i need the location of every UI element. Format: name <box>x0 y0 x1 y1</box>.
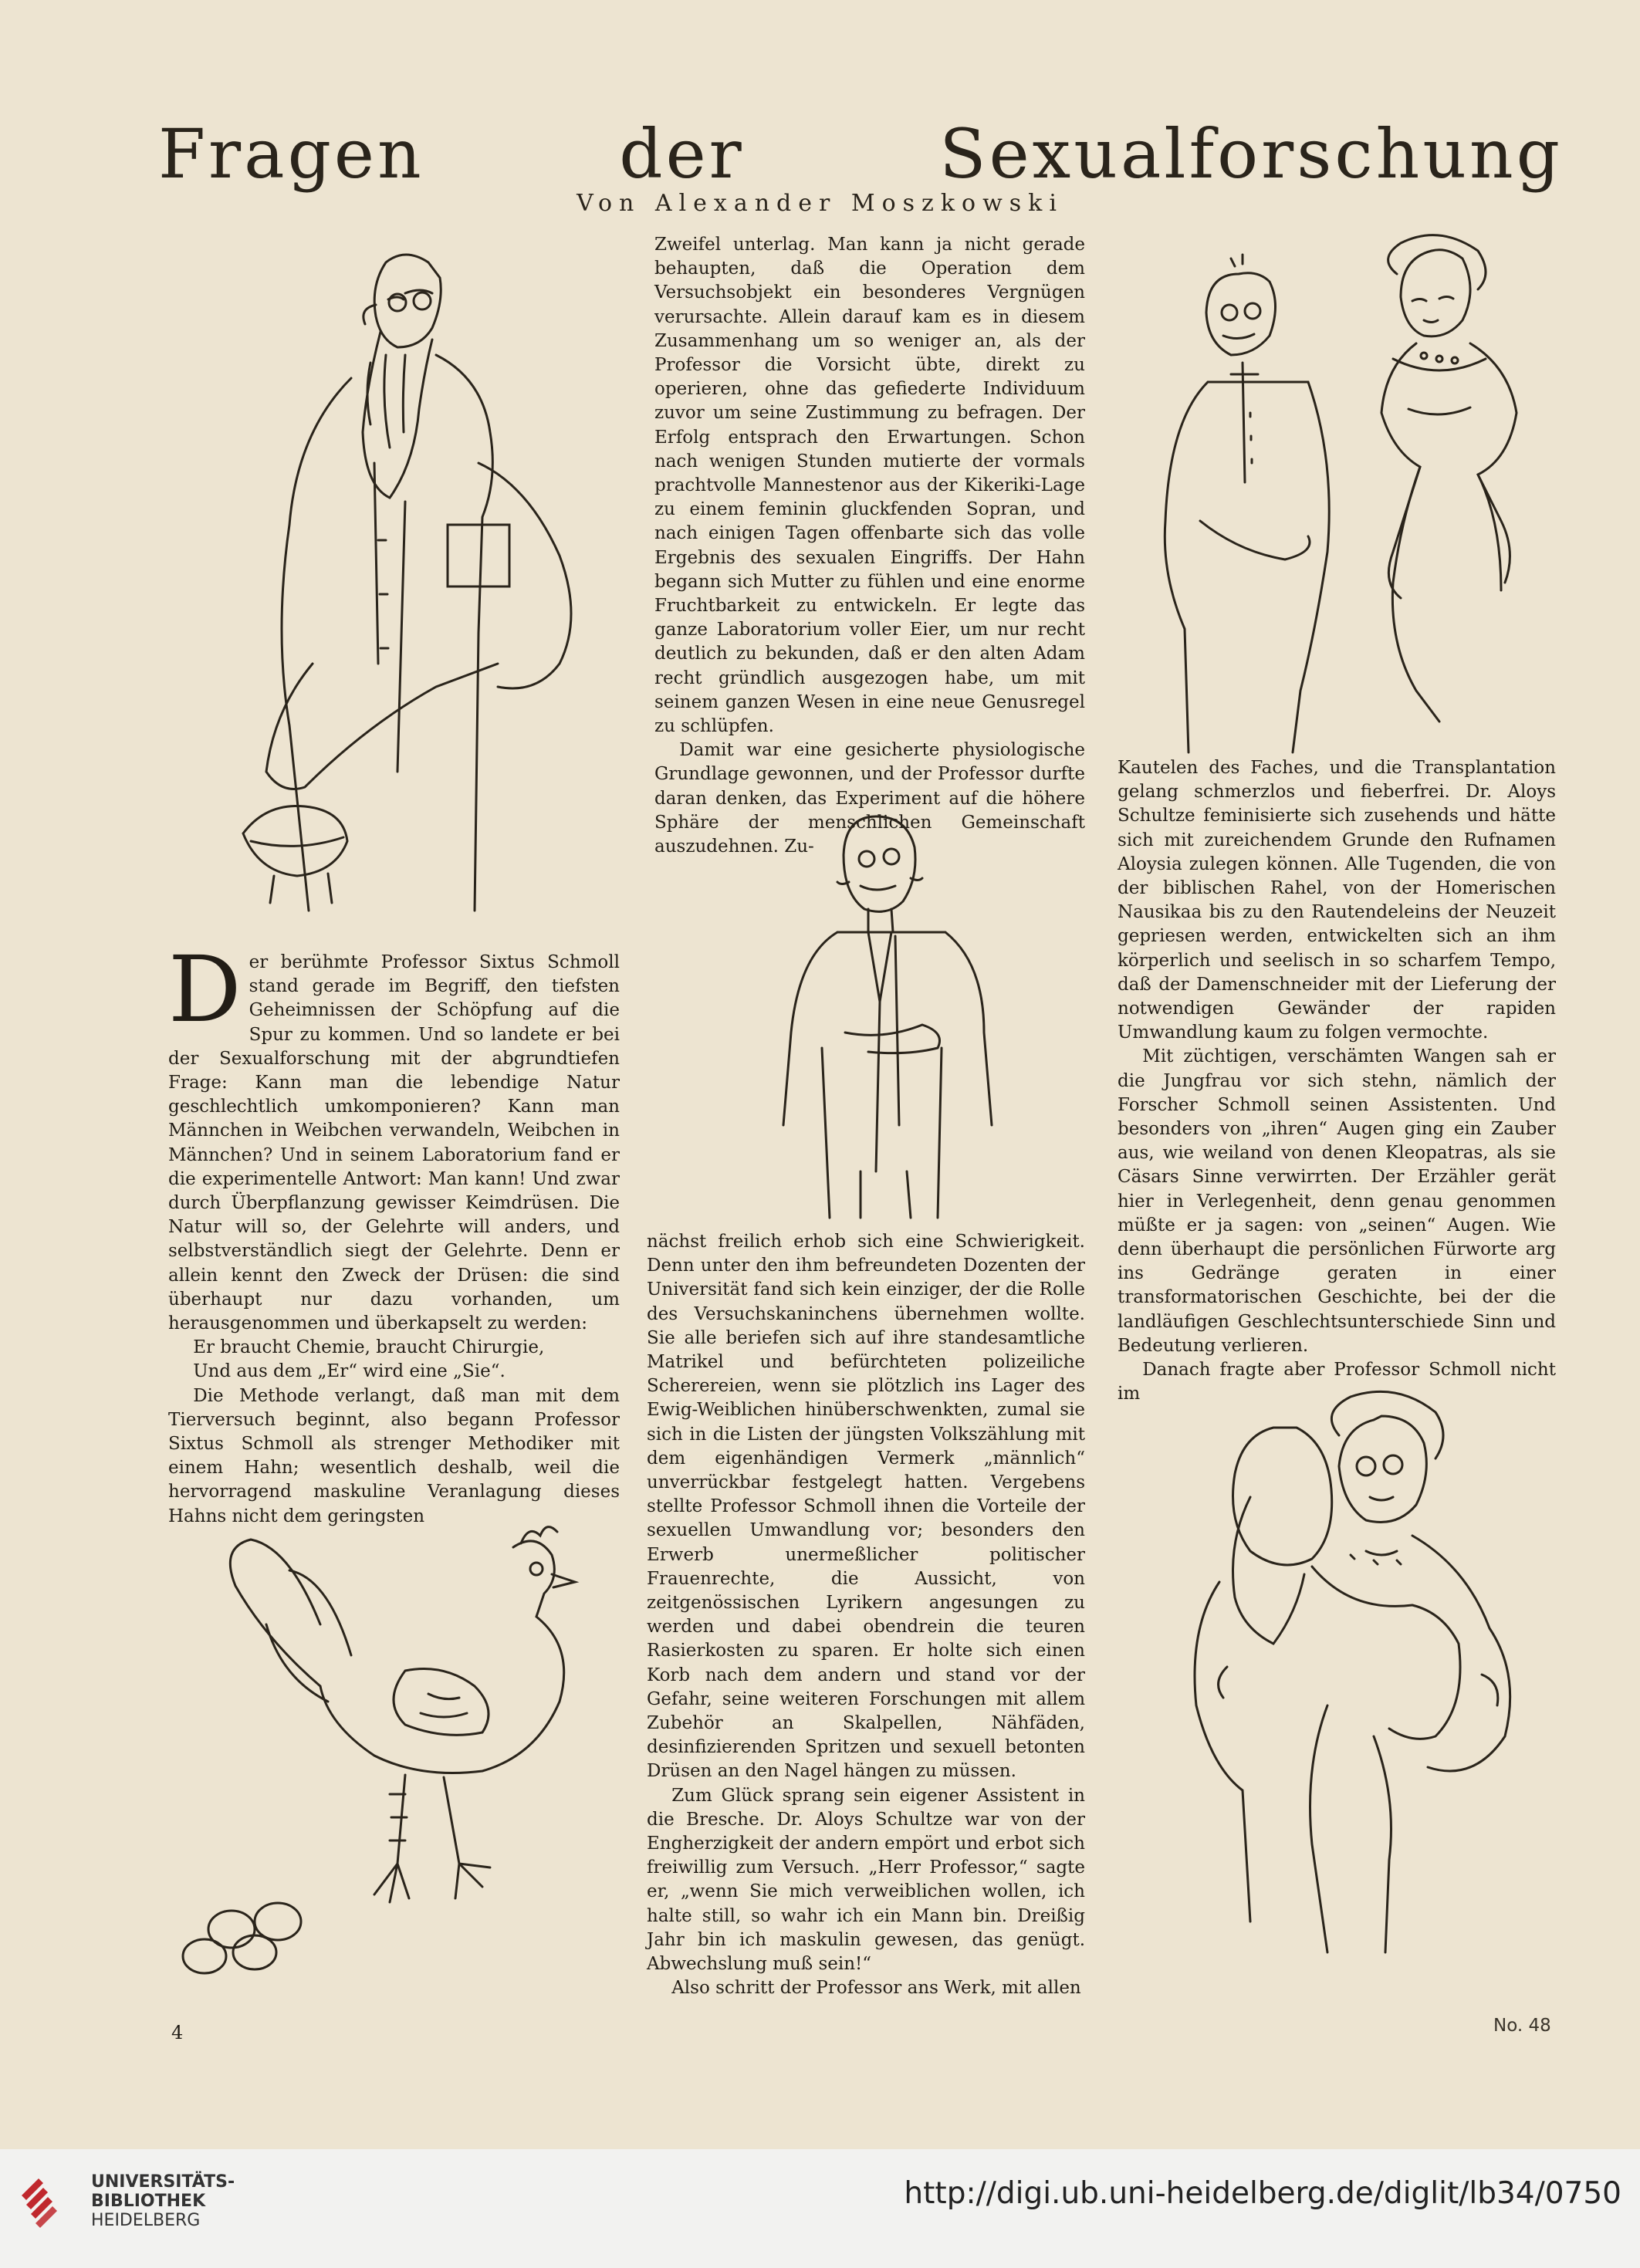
article-byline: Von Alexander Moszkowski <box>577 190 1063 217</box>
library-line-3: HEIDELBERG <box>91 2211 201 2230</box>
illustration-professor-with-bowl <box>174 232 606 941</box>
col1-paragraph-1: Der berühmte Professor Sixtus Schmoll stand gerade im Begriff, den tiefsten Geheimnissen der Schöpfung auf die Spur zu kommen. Und so landete er bei der Sexualforschung mit der abgrundtiefen Frage: Kann man die lebendige Natur geschlechtlich umkomponieren? Kann man Männchen in Weibchen verwandeln, Weibchen in Männchen? Und in seinem Laboratorium fand er die experimentelle Antwort: Man kann! Und zwar durch Überpflanzung gewisser Keimdrüsen. Die Natur will so, der Gelehrte will anders, und selbstverständlich siegt der Gelehrte. Denn er allein kennt den Zweck der Drüsen: die sind überhaupt nur dazu vorhanden, um herausgenommen und überkapselt zu werden: <box>168 936 620 1334</box>
illustration-professor-and-woman <box>1115 228 1574 760</box>
col2-paragraph-5: Also schritt der Professor ans Werk, mit allen <box>671 1978 1081 1999</box>
illustration-embracing-couple <box>1119 1381 1578 1968</box>
illustration-rooster-with-eggs <box>174 1501 606 1979</box>
col3-paragraph-3: Danach fragte aber Professor Schmoll nicht im <box>1118 1360 1556 1404</box>
library-line-1: UNIVERSITÄTS- <box>91 2172 235 2192</box>
col2-paragraph-1: Zweifel unterlag. Man kann ja nicht gerade behaupten, daß die Operation dem Versuchsobjekt ein besonderes Vergnügen verursachte. Allein darauf kam es in diesem Zusammenhang um so weniger an, als der Professor die Vorsicht übte, direkt zu operieren, ohne das gefiederte Individuum zuvor um seine Zustimmung zu befragen. Der Erfolg entsprach den Erwartungen. Schon nach wenigen Stunden mutierte der vormals prachtvolle Mannestenor aus der Kikeriki-Lage zu einem feminin gluckfenden Sopran, und nach einigen Tagen offenbarte sich das volle Ergebnis des sexualen Eingriffs. Der Hahn begann sich Mutter zu fühlen und eine enorme Fruchtbarkeit zu entwickeln. Er legte das ganze Laboratorium voller Eier, um nur recht deutlich zu bekunden, daß er den alten Adam recht gründlich ausgezogen habe, um mit seinem ganzen Wesen in eine neue Genusregel zu schlüpfen. <box>654 235 1085 737</box>
page-number: 4 <box>171 2022 184 2043</box>
permalink-url[interactable]: http://digi.ub.uni-heidelberg.de/diglit/lb34/0750 <box>904 2176 1621 2211</box>
col3-paragraph-1: Kautelen des Faches, und die Transplantation gelang schmerzlos und fieberfrei. Dr. Aloys Schultze feminisierte sich zusehends und hätte sich mit zureichendem Grunde den Rufnamen Aloysia zulegen können. Alle Tugenden, die von der biblischen Rahel, von der Homerischen Nausikaa bis zu den Rautendeleins der Neuzeit gepriesen werden, entwickelten sich an ihm körperlich und seelisch in so scharfem Tempo, daß der Damenschneider mit der Lieferung der notwendigen Gewänder der rapiden Umwandlung kaum zu folgen vermochte. <box>1118 758 1556 1043</box>
column-2-bottom <box>647 1230 1085 2001</box>
col1-verse-1: Er braucht Chemie, braucht Chirurgie, <box>193 1337 545 1358</box>
column-2-top <box>654 233 1085 859</box>
library-line-2: BIBLIOTHEK <box>91 2192 206 2211</box>
col1-paragraph-2: Die Methode verlangt, daß man mit dem Tierversuch beginnt, also begann Professor Sixtus Schmoll als strenger Methodiker mit einem Hahn; wesentlich deshalb, weil die hervorragend maskuline Veranlagung dieses Hahns nicht dem geringsten <box>168 1385 620 1526</box>
column-3 <box>1118 756 1556 1406</box>
column-1 <box>168 936 620 1529</box>
col2-paragraph-4: Zum Glück sprang sein eigener Assistent in die Bresche. Dr. Aloys Schultze war von der Engherzigkeit der andern empört und erbot sich freiwillig zum Versuch. „Herr Professor,“ sagte er, „wenn Sie mich verweiblichen wollen, ich halte still, so wahr ich ein Mann bin. Dreißig Jahr bin ich maskulin gewesen, das genügt. Abwechslung muß sein!“ <box>647 1785 1085 1975</box>
issue-number: No. 48 <box>1493 2016 1551 2036</box>
col2-paragraph-3: nächst freilich erhob sich eine Schwierigkeit. Denn unter den ihm befreundeten Dozenten der Universität fand sich kein einziger, der die Rolle des Versuchskaninchens übernehmen wollte. Sie alle beriefen sich auf ihre standesamtliche Matrikel und befürchteten polizeiliche Scherereien, wenn sie plötzlich ins Lager des Ewig-Weiblichen hinüberschwenkten, zumal sie sich in die Listen der jüngsten Volkszählung mit dem eigenhändigen Vermerk „männlich“ unverrückbar festgelegt hatten. Vergebens stellte Professor Schmoll ihnen die Vorteile der sexuellen Umwandlung vor; besonders den Erwerb unermeßlicher politischer Frauenrechte, die Aussicht, von zeitgenössischen Lyrikern angesungen zu werden und dabei obendrein die teuren Rasierkosten zu sparen. Er holte sich einen Korb nach dem andern und stand vor der Gefahr, seine weiteren Forschungen mit allem Zubehör an Skalpellen, Nähfäden, desinfizierenden Spritzen und sexuell betonten Drüsen an den Nagel hängen zu müssen. <box>647 1232 1085 1782</box>
library-logo-icon <box>15 2165 60 2228</box>
library-name <box>91 2172 235 2230</box>
article-title: Fragen der Sexualforschung <box>158 114 1563 194</box>
col3-paragraph-2: Mit züchtigen, verschämten Wangen sah er die Jungfrau vor sich stehn, nämlich der Forscher Schmoll seinen Assistenten. Und besonders von „ihren“ Augen ging ein Zauber aus, wie weiland von denen Kleopatras, als sie Cäsars Sinne verwirrten. Der Erzähler gerät hier in Verlegenheit, denn genau genommen müßte er ja sagen: von „seinen“ Augen. Wie denn überhaupt die persönlichen Fürworte arg ins Gedränge geraten in einer transformatorischen Geschichte, bei der die landläufigen Geschlechtsunterschiede Sinn und Bedeutung verlieren. <box>1118 1046 1556 1356</box>
dropcap: D <box>168 936 242 1043</box>
col1-verse-2: Und aus dem „Er“ wird eine „Sie“. <box>193 1361 506 1382</box>
illustration-doctor-portrait <box>752 801 1015 1222</box>
col2-paragraph-2: Damit war eine gesicherte physiologische Grundlage gewonnen, und der Professor durfte daran denken, das Experiment auf die höhere Sphäre der menschlichen Gemeinschaft auszudehnen. Zu- <box>654 740 1085 857</box>
